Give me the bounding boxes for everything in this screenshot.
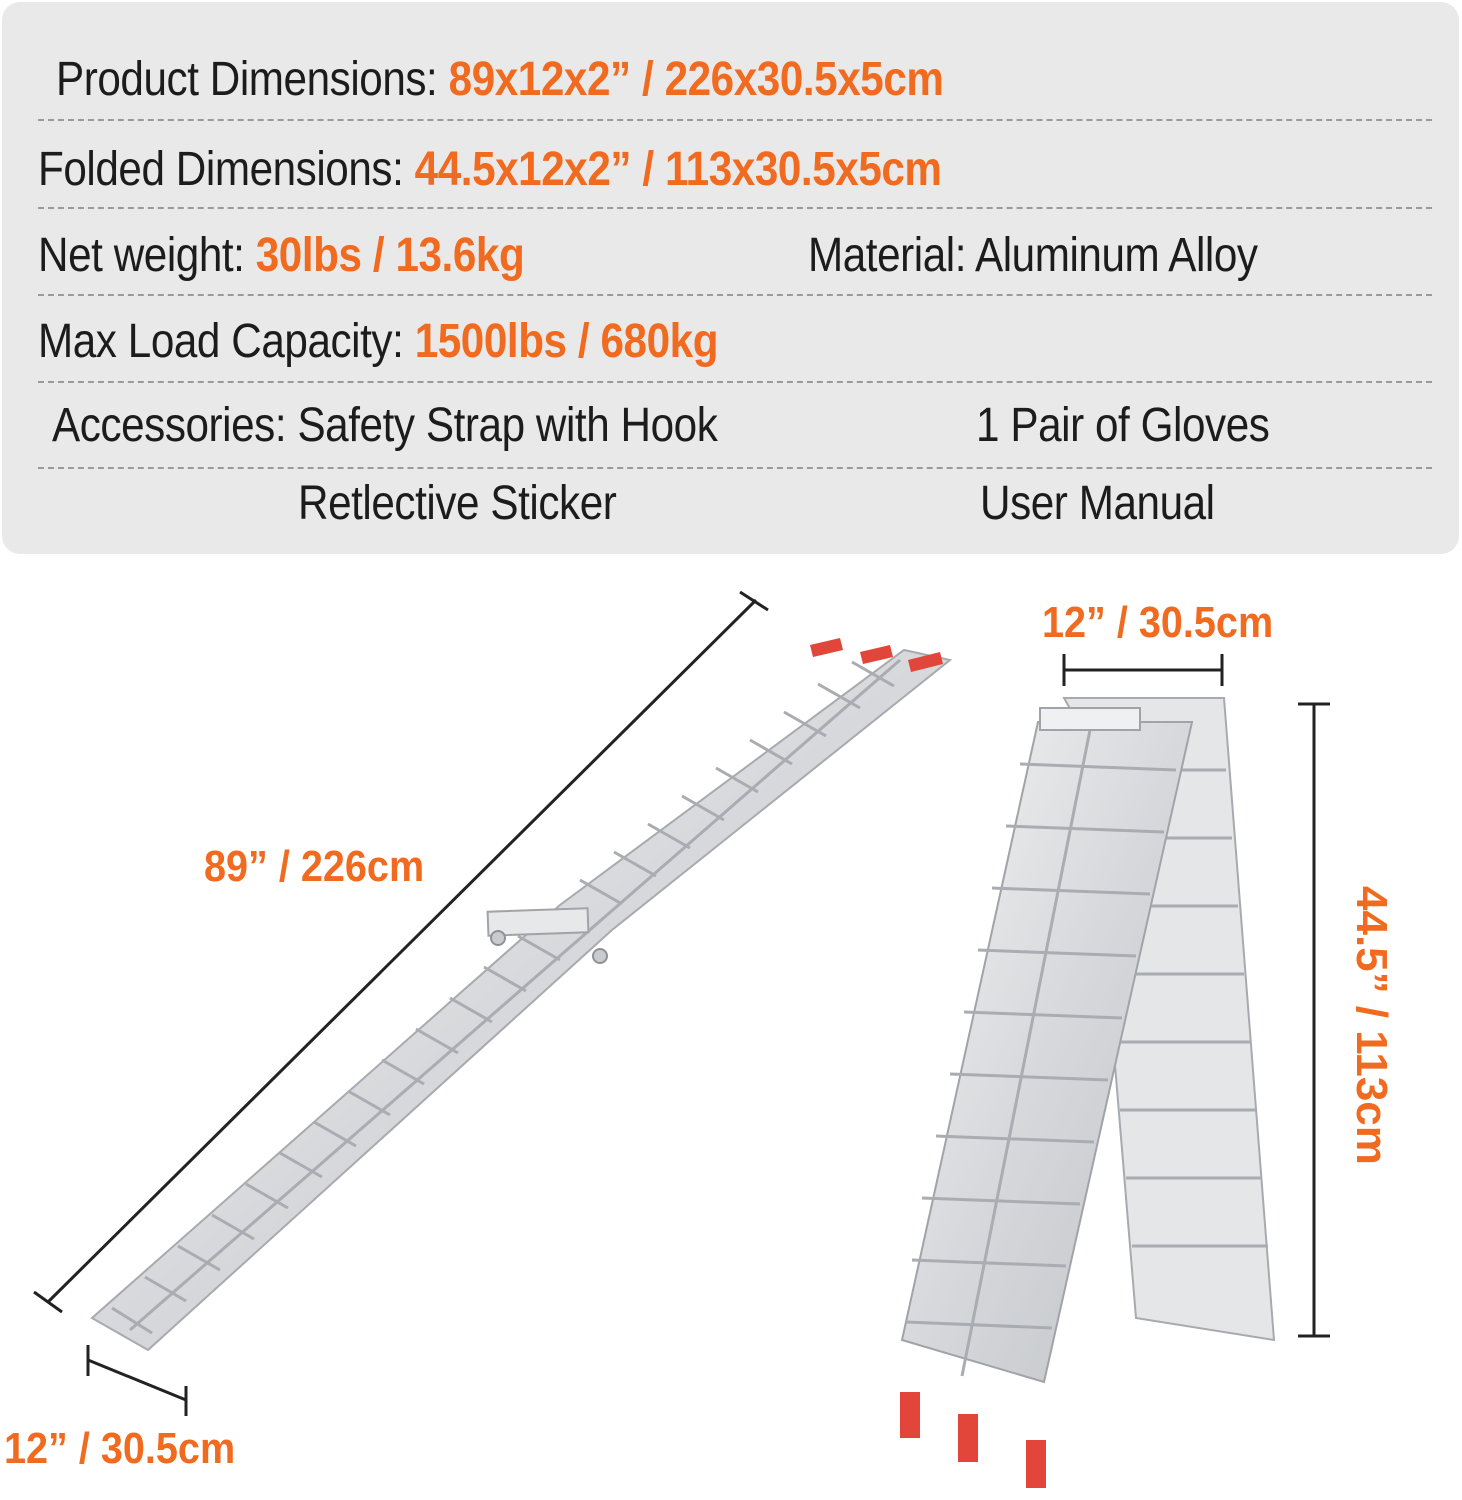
unfolded-width-label: 12” / 30.5cm xyxy=(4,1424,236,1473)
spec-value: Aluminum Alloy xyxy=(974,229,1258,282)
folded-width-dimension-line xyxy=(1064,654,1222,686)
spec-value: 1500lbs / 680kg xyxy=(414,315,719,368)
spec-value: 44.5x12x2” / 113x30.5x5cm xyxy=(414,143,942,196)
spec-label: Accessories: xyxy=(52,399,298,452)
red-tip-icon xyxy=(900,1392,1046,1488)
unfolded-length-label: 89” / 226cm xyxy=(204,842,425,891)
spec-label: Net weight: xyxy=(38,229,256,282)
spec-label: Product Dimensions: xyxy=(56,53,449,106)
accessory-item: Safety Strap with Hook xyxy=(297,399,718,452)
spec-label: Folded Dimensions: xyxy=(38,143,415,196)
spec-value: 30lbs / 13.6kg xyxy=(255,229,525,282)
folded-height-label: 44.5” / 113cm xyxy=(1347,886,1396,1165)
width-dimension-line xyxy=(88,1345,186,1416)
folded-height-dimension-line xyxy=(1298,704,1330,1336)
folded-ramp xyxy=(900,698,1274,1488)
unfolded-ramp xyxy=(92,638,950,1350)
spec-label: Max Load Capacity: xyxy=(38,315,415,368)
accessory-item: User Manual xyxy=(980,477,1215,530)
folded-width-label: 12” / 30.5cm xyxy=(1042,598,1274,647)
accessory-item: 1 Pair of Gloves xyxy=(976,399,1270,452)
accessory-item: Retlective Sticker xyxy=(298,477,617,530)
length-dimension-line xyxy=(34,592,768,1312)
spec-value: 89x12x2” / 226x30.5x5cm xyxy=(448,53,944,106)
spec-label: Material: xyxy=(808,229,975,282)
